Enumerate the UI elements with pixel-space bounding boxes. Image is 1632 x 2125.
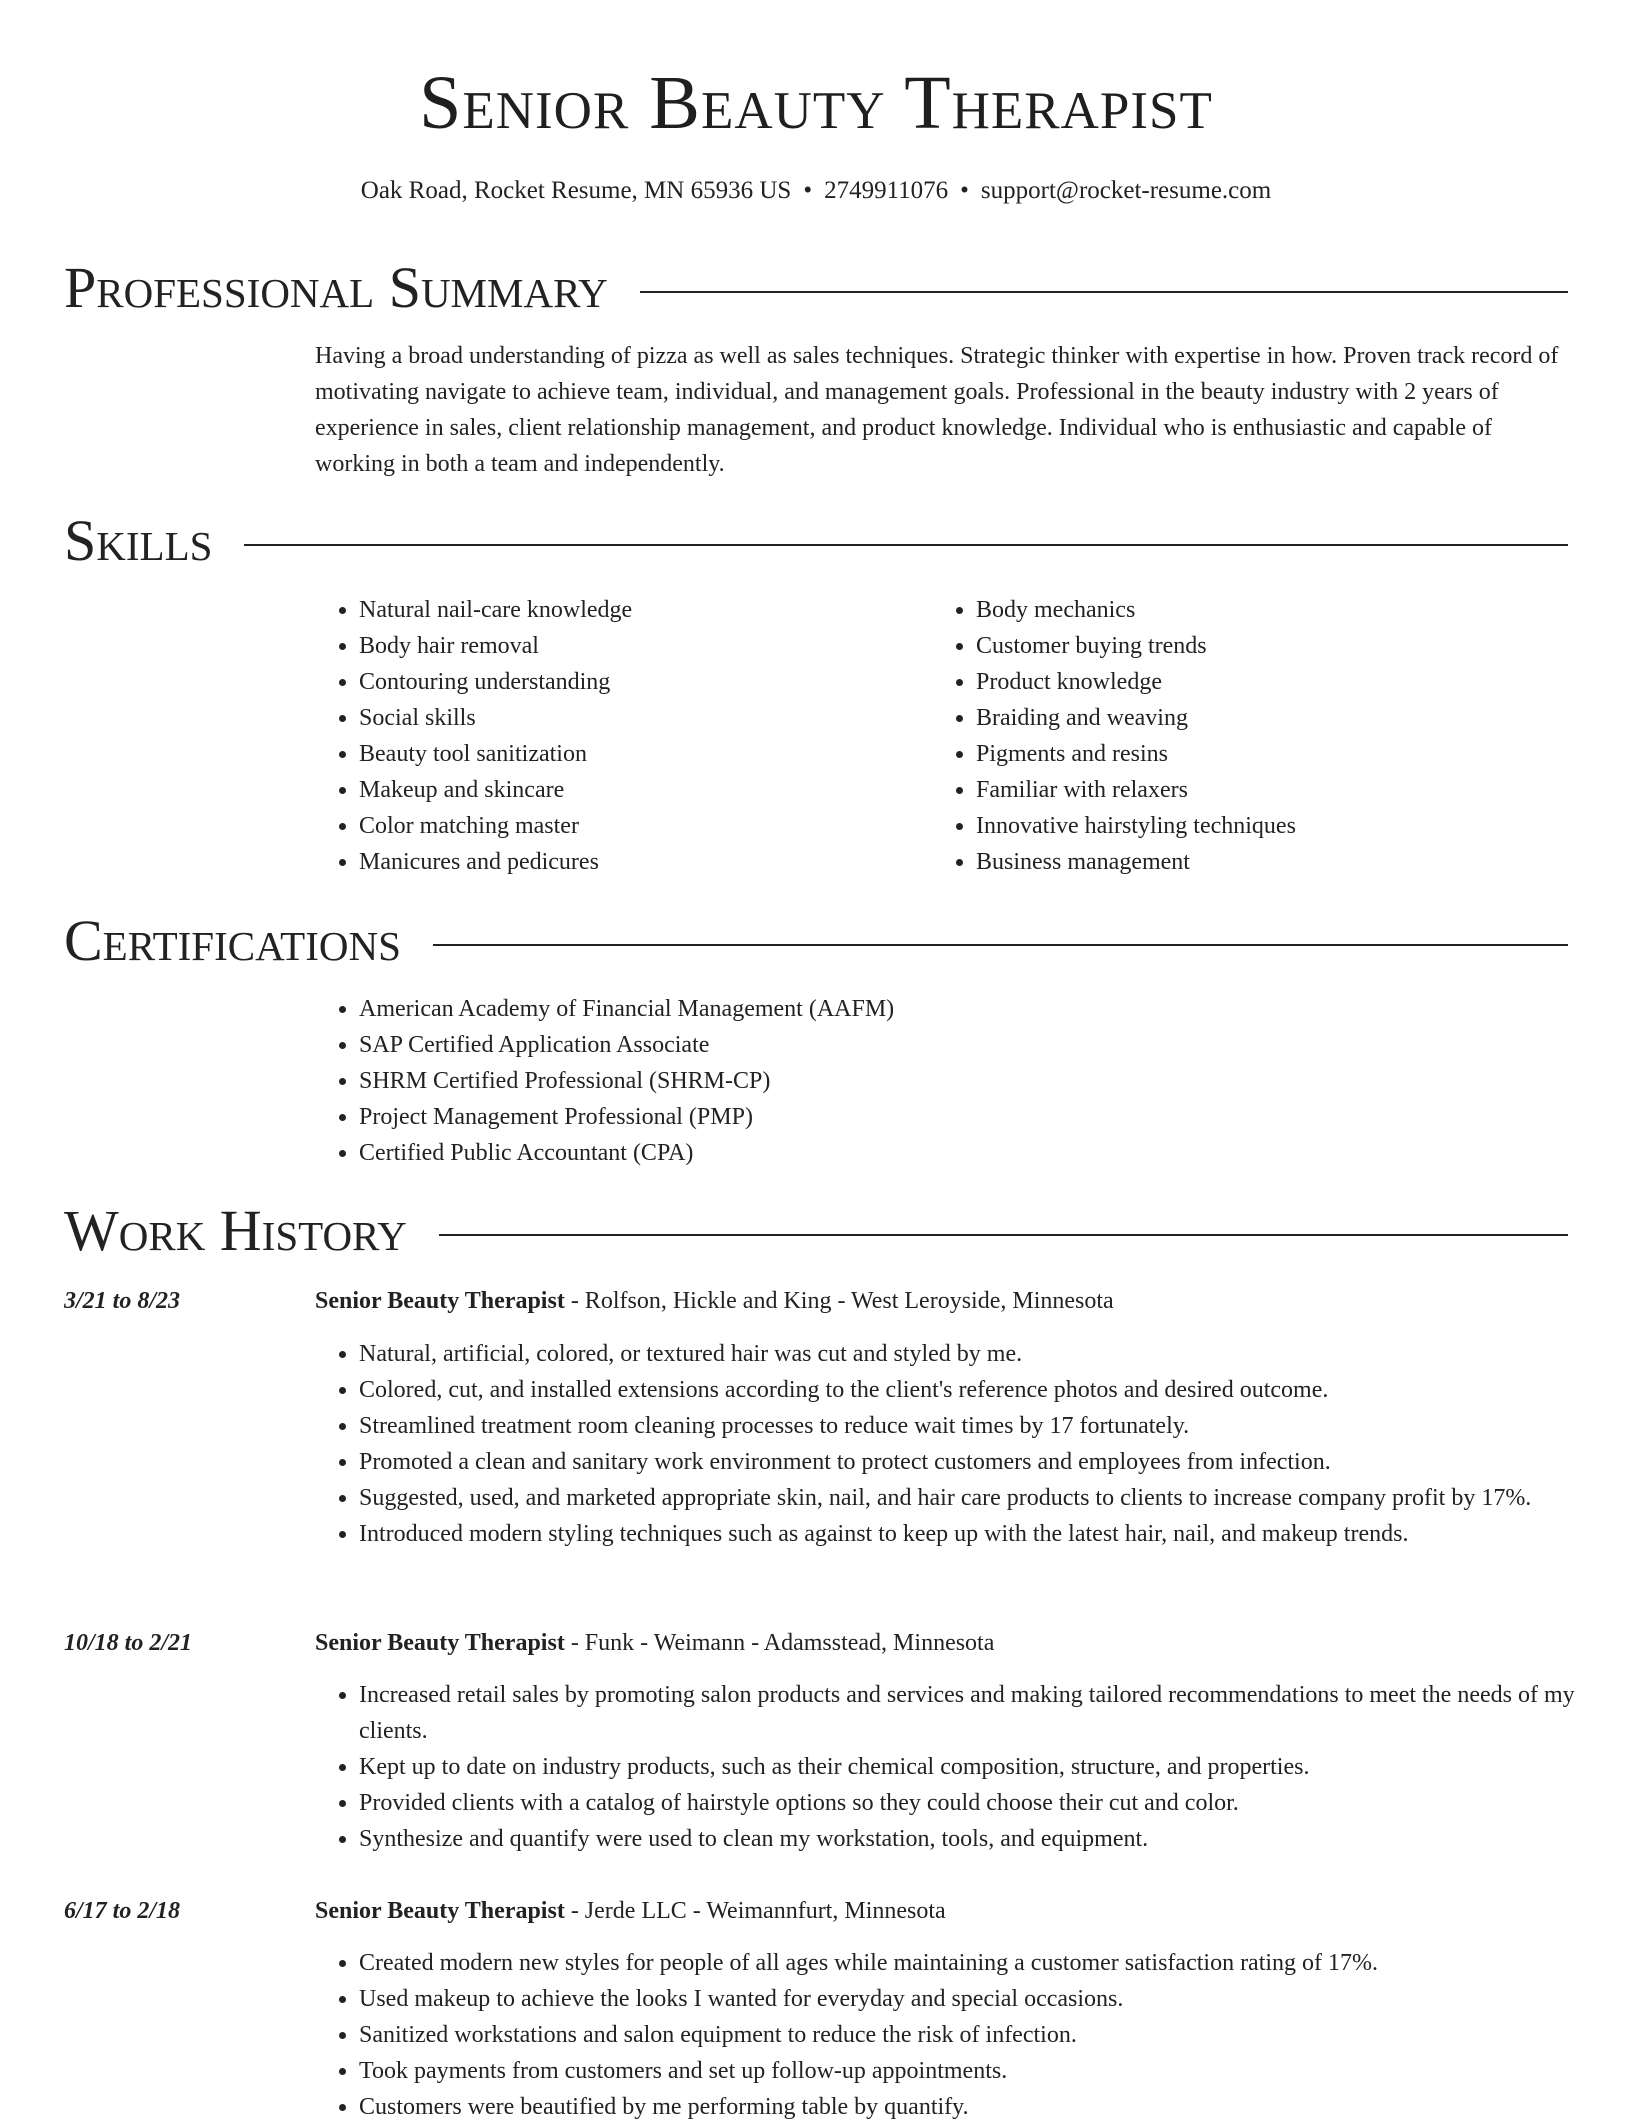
skill-item: • Business management	[976, 844, 1536, 880]
section-divider	[439, 1234, 1568, 1236]
skill-item: • Pigments and resins	[976, 736, 1536, 772]
job-dates: 6/17 to 2/18	[64, 1898, 181, 1924]
job-bullet: • Provided clients with a catalog of hairstyle options so they could choose their cut and color.	[359, 1785, 1609, 1821]
certification-item: • SHRM Certified Professional (SHRM-CP)	[359, 1063, 1609, 1099]
job-heading	[315, 1893, 1565, 1929]
skill-item: • Manicures and pedicures	[359, 844, 919, 880]
job-bullet: • Introduced modern styling techniques such as against to keep up with the latest hair, nail, and makeup trends.	[359, 1516, 1609, 1552]
skill-item: • Contouring understanding	[359, 664, 919, 700]
job-bullet: • Increased retail sales by promoting salon products and services and making tailored recommendations to meet the needs of my clients.	[359, 1677, 1609, 1749]
contact-separator: •	[960, 177, 969, 204]
job-bullet: • Took payments from customers and set up follow-up appointments.	[359, 2053, 1609, 2089]
job-bullet: • Synthesize and quantify were used to clean my workstation, tools, and equipment.	[359, 1821, 1609, 1857]
skills-list-left	[315, 592, 919, 880]
certifications-list	[315, 991, 1609, 1171]
skill-item: • Beauty tool sanitization	[359, 736, 919, 772]
section-header-summary	[64, 255, 1568, 321]
summary-text: Having a broad understanding of pizza as well as sales techniques. Strategic thinker with expertise in how. Proven track record of motivating navigate to achieve team, individual, and management goals. Professional in the beauty industry with 2 years of experience in sales, client relationship management, and product knowledge. Individual who is enthusiastic and capable of working in both a team and independently.	[315, 343, 1559, 477]
section-title-work-history: Work History	[64, 1198, 407, 1263]
section-title-summary: Professional Summary	[64, 255, 608, 320]
job-bullet: • Streamlined treatment room cleaning processes to reduce wait times by 17 fortunately.	[359, 1408, 1609, 1444]
skill-item: • Color matching master	[359, 808, 919, 844]
job-employer: - Funk - Weimann - Adamsstead, Minnesota	[564, 1630, 995, 1656]
job-employer: - Rolfson, Hickle and King - West Leroyside, Minnesota	[564, 1288, 1114, 1314]
job-bullet: • Created modern new styles for people of all ages while maintaining a customer satisfaction rating of 17%.	[359, 1945, 1609, 1981]
job-bullet: • Kept up to date on industry products, such as their chemical composition, structure, and properties.	[359, 1749, 1609, 1785]
skill-item: • Familiar with relaxers	[976, 772, 1536, 808]
certification-item: • SAP Certified Application Associate	[359, 1027, 1609, 1063]
job-bullets	[315, 1945, 1609, 2125]
section-title-certifications: Certifications	[64, 908, 401, 973]
job-employer: - Jerde LLC - Weimannfurt, Minnesota	[564, 1898, 946, 1924]
job-bullet: • Sanitized workstations and salon equipment to reduce the risk of infection.	[359, 2017, 1609, 2053]
job-heading	[315, 1625, 1565, 1661]
certification-item: • Project Management Professional (PMP)	[359, 1099, 1609, 1135]
job-title: Senior Beauty Therapist	[315, 1630, 565, 1656]
job-heading	[315, 1283, 1565, 1319]
skill-item: • Innovative hairstyling techniques	[976, 808, 1536, 844]
certification-item: • American Academy of Financial Management (AAFM)	[359, 991, 1609, 1027]
section-divider	[244, 544, 1568, 546]
job-title: Senior Beauty Therapist	[315, 1898, 565, 1924]
job-bullet: • Promoted a clean and sanitary work environment to protect customers and employees from infection.	[359, 1444, 1609, 1480]
section-divider	[640, 291, 1568, 293]
certification-item: • Certified Public Accountant (CPA)	[359, 1135, 1609, 1171]
skill-item: • Product knowledge	[976, 664, 1536, 700]
job-title: Senior Beauty Therapist	[315, 1288, 565, 1314]
section-title-skills: Skills	[64, 508, 213, 573]
contact-line	[0, 174, 1632, 208]
resume-title: Senior Beauty Therapist	[419, 61, 1213, 145]
skill-item: • Natural nail-care knowledge	[359, 592, 919, 628]
skills-list-right	[932, 592, 1536, 880]
job-bullets	[315, 1336, 1609, 1552]
skill-item: • Social skills	[359, 700, 919, 736]
skill-item: • Makeup and skincare	[359, 772, 919, 808]
job-bullet: • Used makeup to achieve the looks I wanted for everyday and special occasions.	[359, 1981, 1609, 2017]
section-divider	[433, 944, 1568, 946]
job-bullet: • Suggested, used, and marketed appropriate skin, nail, and hair care products to clients to increase company profit by 17%.	[359, 1480, 1609, 1516]
skill-item: • Customer buying trends	[976, 628, 1536, 664]
job-dates: 3/21 to 8/23	[64, 1288, 181, 1314]
job-bullet: • Colored, cut, and installed extensions according to the client's reference photos and desired outcome.	[359, 1372, 1609, 1408]
contact-separator: •	[803, 177, 813, 204]
skill-item: • Body hair removal	[359, 628, 919, 664]
contact-email: support@rocket-resume.com	[980, 177, 1272, 204]
job-bullet: • Natural, artificial, colored, or textured hair was cut and styled by me.	[359, 1336, 1609, 1372]
contact-phone: 2749911076	[824, 177, 949, 204]
contact-address: Oak Road, Rocket Resume, MN 65936 US	[360, 177, 792, 204]
job-bullet: • Customers were beautified by me performing table by quantify.	[359, 2089, 1609, 2125]
job-bullets	[315, 1677, 1609, 1857]
skill-item: • Body mechanics	[976, 592, 1536, 628]
section-header-work-history	[64, 1198, 1568, 1264]
section-header-certifications	[64, 908, 1568, 974]
skill-item: • Braiding and weaving	[976, 700, 1536, 736]
job-dates: 10/18 to 2/21	[64, 1630, 193, 1656]
section-header-skills	[64, 508, 1568, 574]
